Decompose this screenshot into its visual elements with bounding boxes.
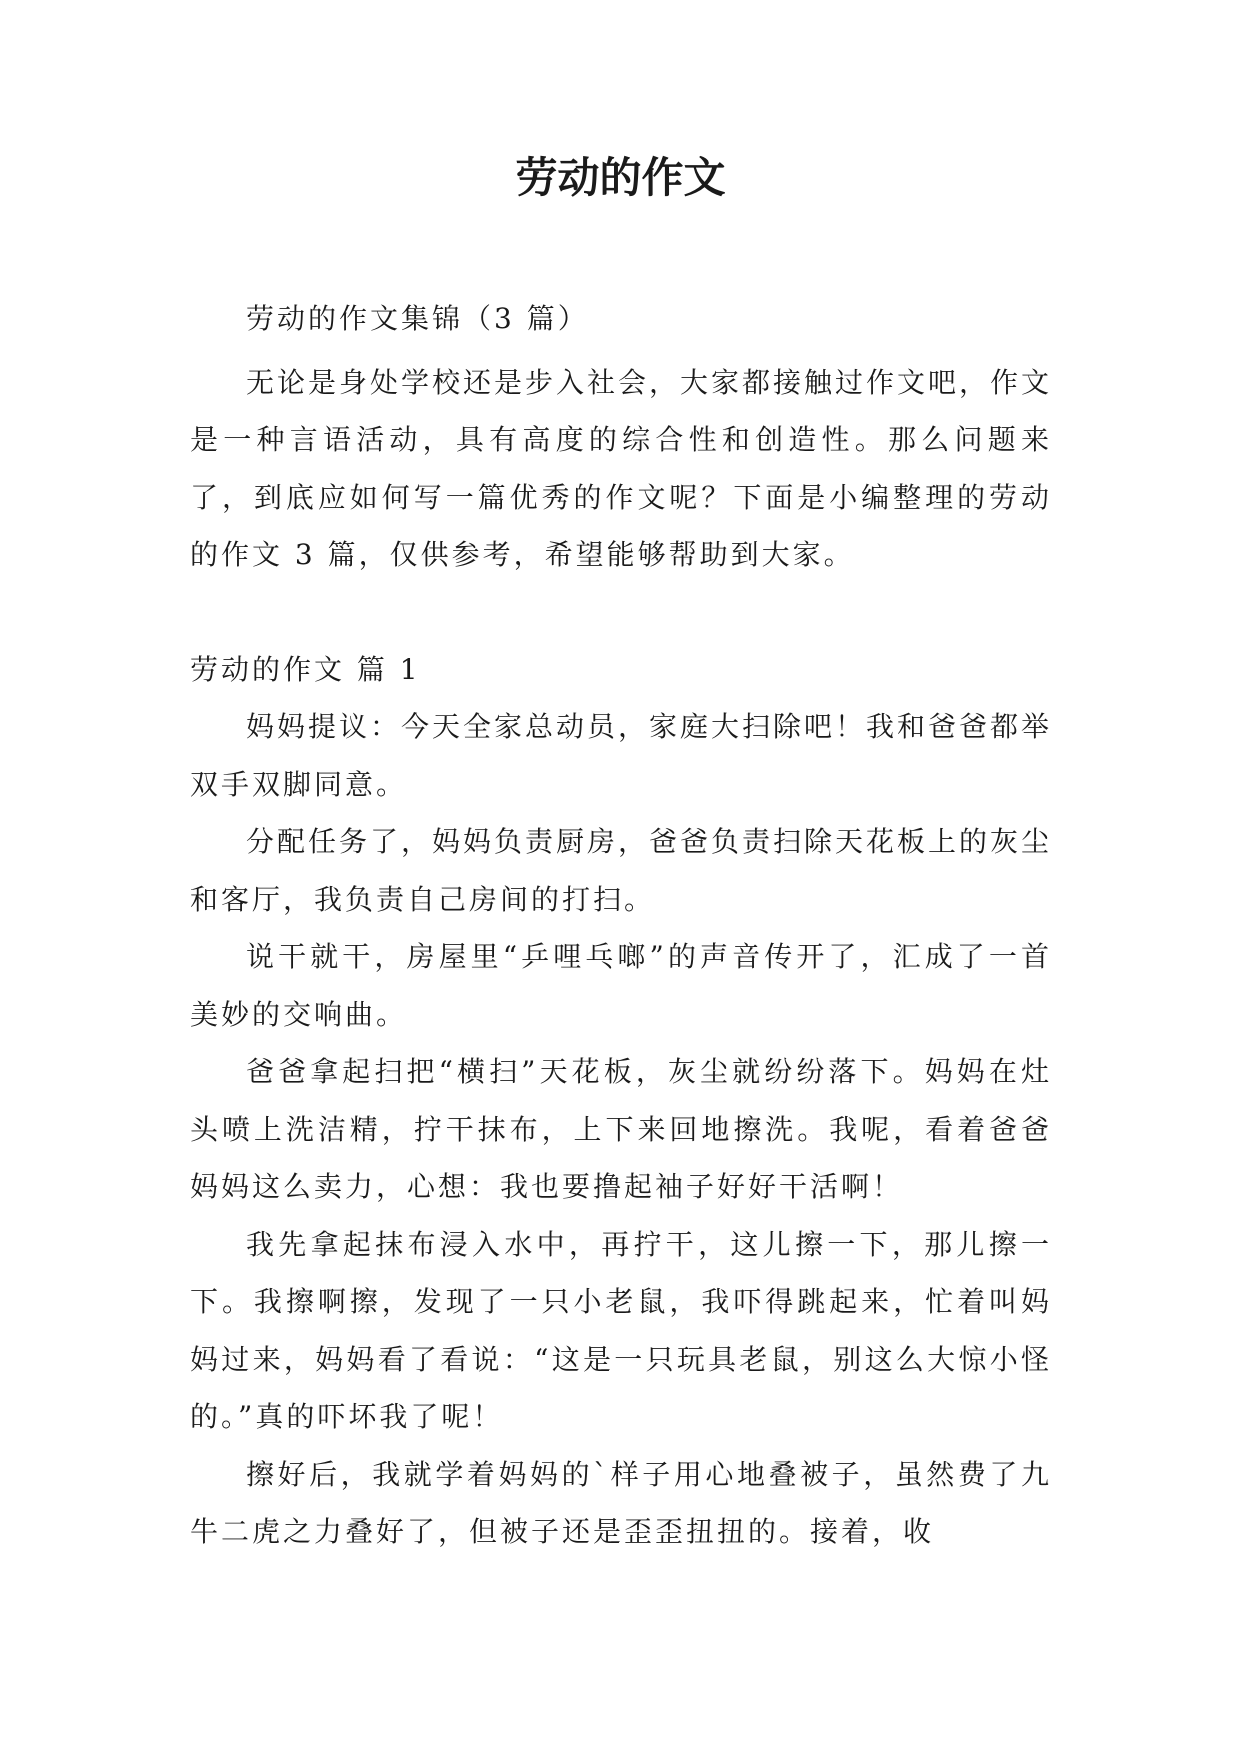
document-body <box>190 290 1052 1561</box>
section-heading: 劳动的作文 篇 1 <box>190 652 421 686</box>
intro-heading: 劳动的作文集锦（3 篇） <box>246 302 589 335</box>
body-paragraph: 说干就干，房屋里“乒哩乓啷”的声音传开了，汇成了一首美妙的交响曲。 <box>190 940 1052 1031</box>
body-paragraph: 妈妈提议：今天全家总动员，家庭大扫除吧！我和爸爸都举双手双脚同意。 <box>190 710 1053 801</box>
section-gap <box>190 584 1052 641</box>
body-paragraph: 分配任务了，妈妈负责厨房，爸爸负责扫除天花板上的灰尘和客厅，我负责自己房间的打扫。 <box>190 825 1053 916</box>
body-paragraph: 我先拿起抹布浸入水中，再拧干，这儿擦一下，那儿擦一下。我擦啊擦，发现了一只小老鼠，我吓得跳起来，忙着叫妈妈过来，妈妈看了看说：“这是一只玩具老鼠，别这么大惊小怪的。”真的吓坏我了呢！ <box>190 1227 1052 1433</box>
intro-paragraph: 无论是身处学校还是步入社会，大家都接触过作文吧，作文是一种言语活动，具有高度的综合性和创造性。那么问题来了，到底应如何写一篇优秀的作文呢？下面是小编整理的劳动的作文 3 篇，仅供参考，希望能够帮助到大家。 <box>190 365 1053 571</box>
body-paragraph: 爸爸拿起扫把“横扫”天花板，灰尘就纷纷落下。妈妈在灶头喷上洗洁精，拧干抹布，上下来回地擦洗。我呢，看着爸爸妈妈这么卖力，心想：我也要撸起袖子好好干活啊！ <box>190 1055 1052 1203</box>
body-paragraph: 擦好后，我就学着妈妈的`样子用心地叠被子，虽然费了九牛二虎之力叠好了，但被子还是歪歪扭扭的。接着，收 <box>190 1457 1052 1548</box>
document-title: 劳动的作文 <box>515 153 726 202</box>
